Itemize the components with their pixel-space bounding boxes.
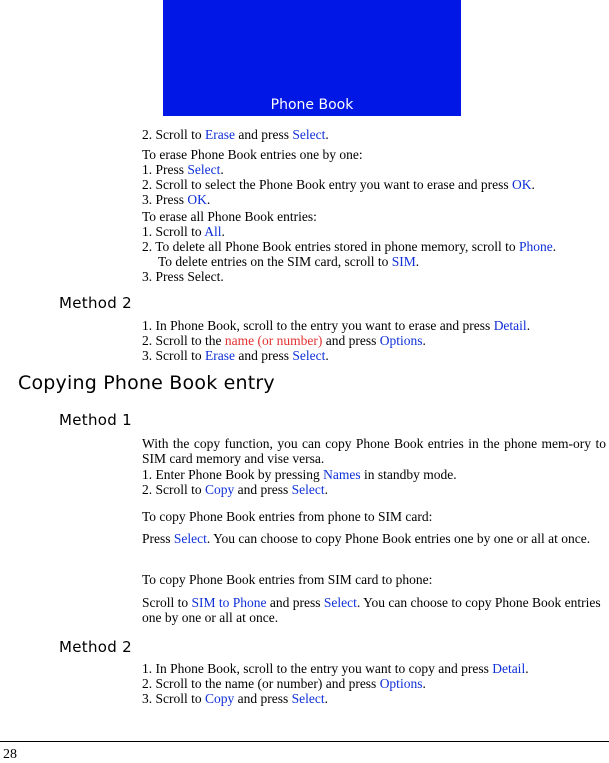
erase-all-step1: 1. Scroll to All. (142, 224, 225, 239)
screen-title: Phone Book (270, 97, 354, 113)
phone-to-sim-body: Press Select. You can choose to copy Phone Book entries one by one or all at once. (142, 531, 591, 546)
erase-all-step2: 2. To delete all Phone Book entries stored in phone memory, scroll to Phone. (142, 239, 557, 254)
copy-step2: 2. Scroll to Copy and press Select. (142, 482, 329, 497)
sim-to-phone-body: Scroll to SIM to Phone and press Select. You can choose to copy Phone Book entries one by one or all at once. (142, 595, 601, 625)
method2-copy-step3: 3. Scroll to Copy and press Select. (142, 691, 329, 706)
phone-to-sim-intro: To copy Phone Book entries from phone to SIM card: (142, 509, 433, 524)
method2-copy-step2: 2. Scroll to the name (or number) and press Options. (142, 676, 426, 691)
footer-rule (0, 741, 609, 742)
erase-one-step1: 1. Press Select. (142, 162, 224, 177)
sim-to-phone-intro: To copy Phone Book entries from SIM card to phone: (142, 572, 433, 587)
erase-all-intro: To erase all Phone Book entries: (142, 209, 317, 224)
page-number: 28 (3, 747, 17, 762)
method2-erase-heading: Method 2 (59, 294, 132, 312)
section-title: Copying Phone Book entry (18, 372, 275, 394)
method2-erase-step2: 2. Scroll to the name (or number) and press Options. (142, 333, 426, 348)
copy-intro: With the copy function, you can copy Phone Book entries in the phone mem-ory to SIM card memory and vise versa. (142, 436, 606, 466)
method2-copy-step1: 1. In Phone Book, scroll to the entry you want to copy and press Detail. (142, 661, 529, 676)
erase-all-step2-sim: To delete entries on the SIM card, scroll to SIM. (158, 254, 420, 269)
method2-erase-step1: 1. In Phone Book, scroll to the entry you want to erase and press Detail. (142, 318, 531, 333)
erase-one-intro: To erase Phone Book entries one by one: (142, 147, 363, 162)
erase-one-step3: 3. Press OK. (142, 192, 211, 207)
erase-all-step3: 3. Press Select. (142, 269, 224, 284)
copy-step1: 1. Enter Phone Book by pressing Names in standby mode. (142, 467, 457, 482)
phone-screen-image (163, 0, 461, 116)
method2-copy-heading: Method 2 (59, 638, 132, 656)
erase-one-step2: 2. Scroll to select the Phone Book entry you want to erase and press OK. (142, 177, 535, 192)
method1-copy-heading: Method 1 (59, 411, 132, 429)
method2-erase-step3: 3. Scroll to Erase and press Select. (142, 348, 329, 363)
step-scroll-erase: 2. Scroll to Erase and press Select. (142, 127, 329, 142)
